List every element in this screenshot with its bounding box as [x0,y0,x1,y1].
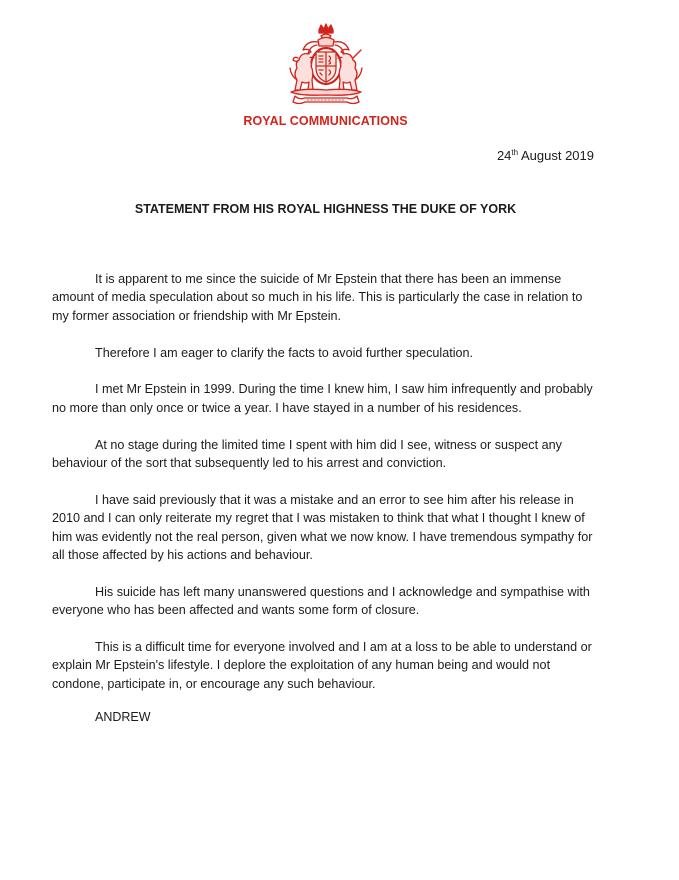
date-suffix: th [511,148,519,157]
organization-name: ROYAL COMMUNICATIONS [243,114,408,128]
paragraph: At no stage during the limited time I spent with him did I see, witness or suspect any behaviour of the sort that subsequently led to his arrest and conviction. [52,437,562,471]
royal-coat-of-arms-icon [283,22,369,106]
date-month-year: August 2019 [518,148,594,163]
signature: ANDREW [95,710,151,724]
statement-date [497,148,594,163]
paragraph: Therefore I am eager to clarify the facts to avoid further speculation. [95,345,474,360]
paragraph: I have said previously that it was a mistake and an error to see him after his release in 2010 and I can only reiterate my regret that I was mistaken to think that what I thought I knew of him was evidently not the real person, given what we now know. I have tremendous sympathy for all those affected by his actions and behaviour. [52,492,593,563]
paragraph: I met Mr Epstein in 1999. During the time I knew him, I saw him infrequently and probably no more than only once or twice a year. I have stayed in a number of his residences. [52,382,593,415]
statement-body [52,270,598,712]
paragraph: It is apparent to me since the suicide of Mr Epstein that there has been an immense amount of media speculation about so much in his life. This is particularly the case in relation to my former association or friendship with Mr Epstein. [52,272,583,323]
statement-title: STATEMENT FROM HIS ROYAL HIGHNESS THE DUKE OF YORK [134,202,517,216]
date-day: 24 [496,148,512,163]
paragraph: This is a difficult time for everyone involved and I am at a loss to be able to understand or explain Mr Epstein's lifestyle. I deplore the exploitation of any human being and would not condone, participate in, or encourage any such behaviour. [52,640,592,691]
paragraph: His suicide has left many unanswered questions and I acknowledge and sympathise with everyone who has been affected and wants some form of closure. [52,584,590,618]
